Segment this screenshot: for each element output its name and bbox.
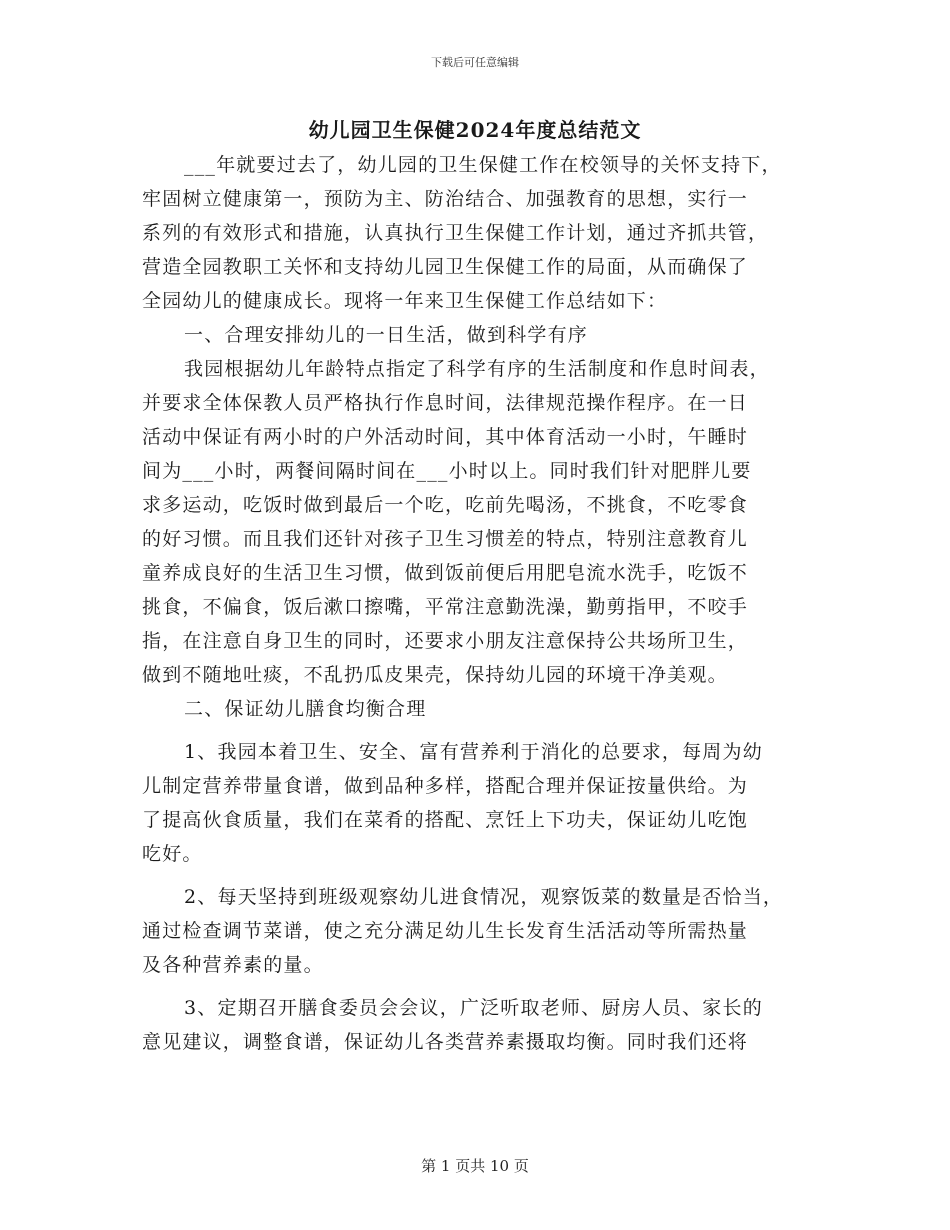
body-line: 我园根据幼儿年龄特点指定了科学有序的生活制度和作息时间表，: [184, 358, 770, 380]
document-title: 幼儿园卫生保健2024年度总结范文: [308, 118, 642, 142]
body-line: 营造全园教职工关怀和支持幼儿园卫生保健工作的局面，从而确保了: [142, 256, 749, 278]
body-line: 一、合理安排幼儿的一日生活，做到科学有序: [184, 324, 589, 346]
body-line: 系列的有效形式和措施，认真执行卫生保健工作计划，通过齐抓共管，: [142, 222, 769, 244]
body-line: 牢固树立健康第一，预防为主、防治结合、加强教育的思想，实行一: [142, 188, 749, 210]
body-line: 1、我园本着卫生、安全、富有营养利于消化的总要求，每周为幼: [184, 741, 763, 763]
body-line: 活动中保证有两小时的户外活动时间，其中体育活动一小时，午睡时: [142, 426, 749, 448]
body-line: 二、保证幼儿膳食均衡合理: [184, 698, 427, 720]
body-line: 及各种营养素的量。: [142, 954, 324, 976]
body-line: 通过检查调节菜谱，使之充分满足幼儿生长发育生活活动等所需热量: [142, 920, 749, 942]
body-line: 挑食，不偏食，饭后漱口擦嘴，平常注意勤洗澡，勤剪指甲，不咬手: [142, 596, 749, 618]
paragraph-gap: [142, 726, 822, 735]
body-line: 的好习惯。而且我们还针对孩子卫生习惯差的特点，特别注意教育儿: [142, 528, 749, 550]
body-line: 童养成良好的生活卫生习惯，做到饭前便后用肥皂流水洗手，吃饭不: [142, 562, 749, 584]
paragraph-gap: [142, 982, 822, 991]
page-header-note: 下载后可任意编辑: [431, 56, 519, 69]
paragraph-gap: [142, 871, 822, 880]
page-footer: 第 1 页共 10 页: [421, 1157, 529, 1175]
body-line: 全园幼儿的健康成长。现将一年来卫生保健工作总结如下：: [142, 290, 668, 312]
body-line: 间为___小时，两餐间隔时间在___小时以上。同时我们针对肥胖儿要: [142, 460, 752, 482]
body-line: 儿制定营养带量食谱，做到品种多样，搭配合理并保证按量供给。为: [142, 775, 749, 797]
body-line: 吃好。: [142, 843, 203, 865]
body-line: 指，在注意自身卫生的同时，还要求小朋友注意保持公共场所卫生，: [142, 630, 749, 652]
body-line: 了提高伙食质量，我们在菜肴的搭配、烹饪上下功夫，保证幼儿吃饱: [142, 809, 749, 831]
body-line: ___年就要过去了，幼儿园的卫生保健工作在校领导的关怀支持下，: [184, 154, 782, 176]
body-line: 意见建议，调整食谱，保证幼儿各类营养素摄取均衡。同时我们还将: [142, 1031, 749, 1053]
body-line: 并要求全体保教人员严格执行作息时间，法律规范操作程序。在一日: [142, 392, 749, 414]
body-line: 求多运动，吃饭时做到最后一个吃，吃前先喝汤，不挑食，不吃零食: [142, 494, 749, 516]
body-line: 做到不随地吐痰，不乱扔瓜皮果壳，保持幼儿园的环境干净美观。: [142, 664, 728, 686]
body-line: 3、定期召开膳食委员会会议，广泛听取老师、厨房人员、家长的: [184, 997, 763, 1019]
body-line: 2、每天坚持到班级观察幼儿进食情况，观察饭菜的数量是否恰当，: [184, 886, 784, 908]
document-body: [142, 148, 822, 1059]
